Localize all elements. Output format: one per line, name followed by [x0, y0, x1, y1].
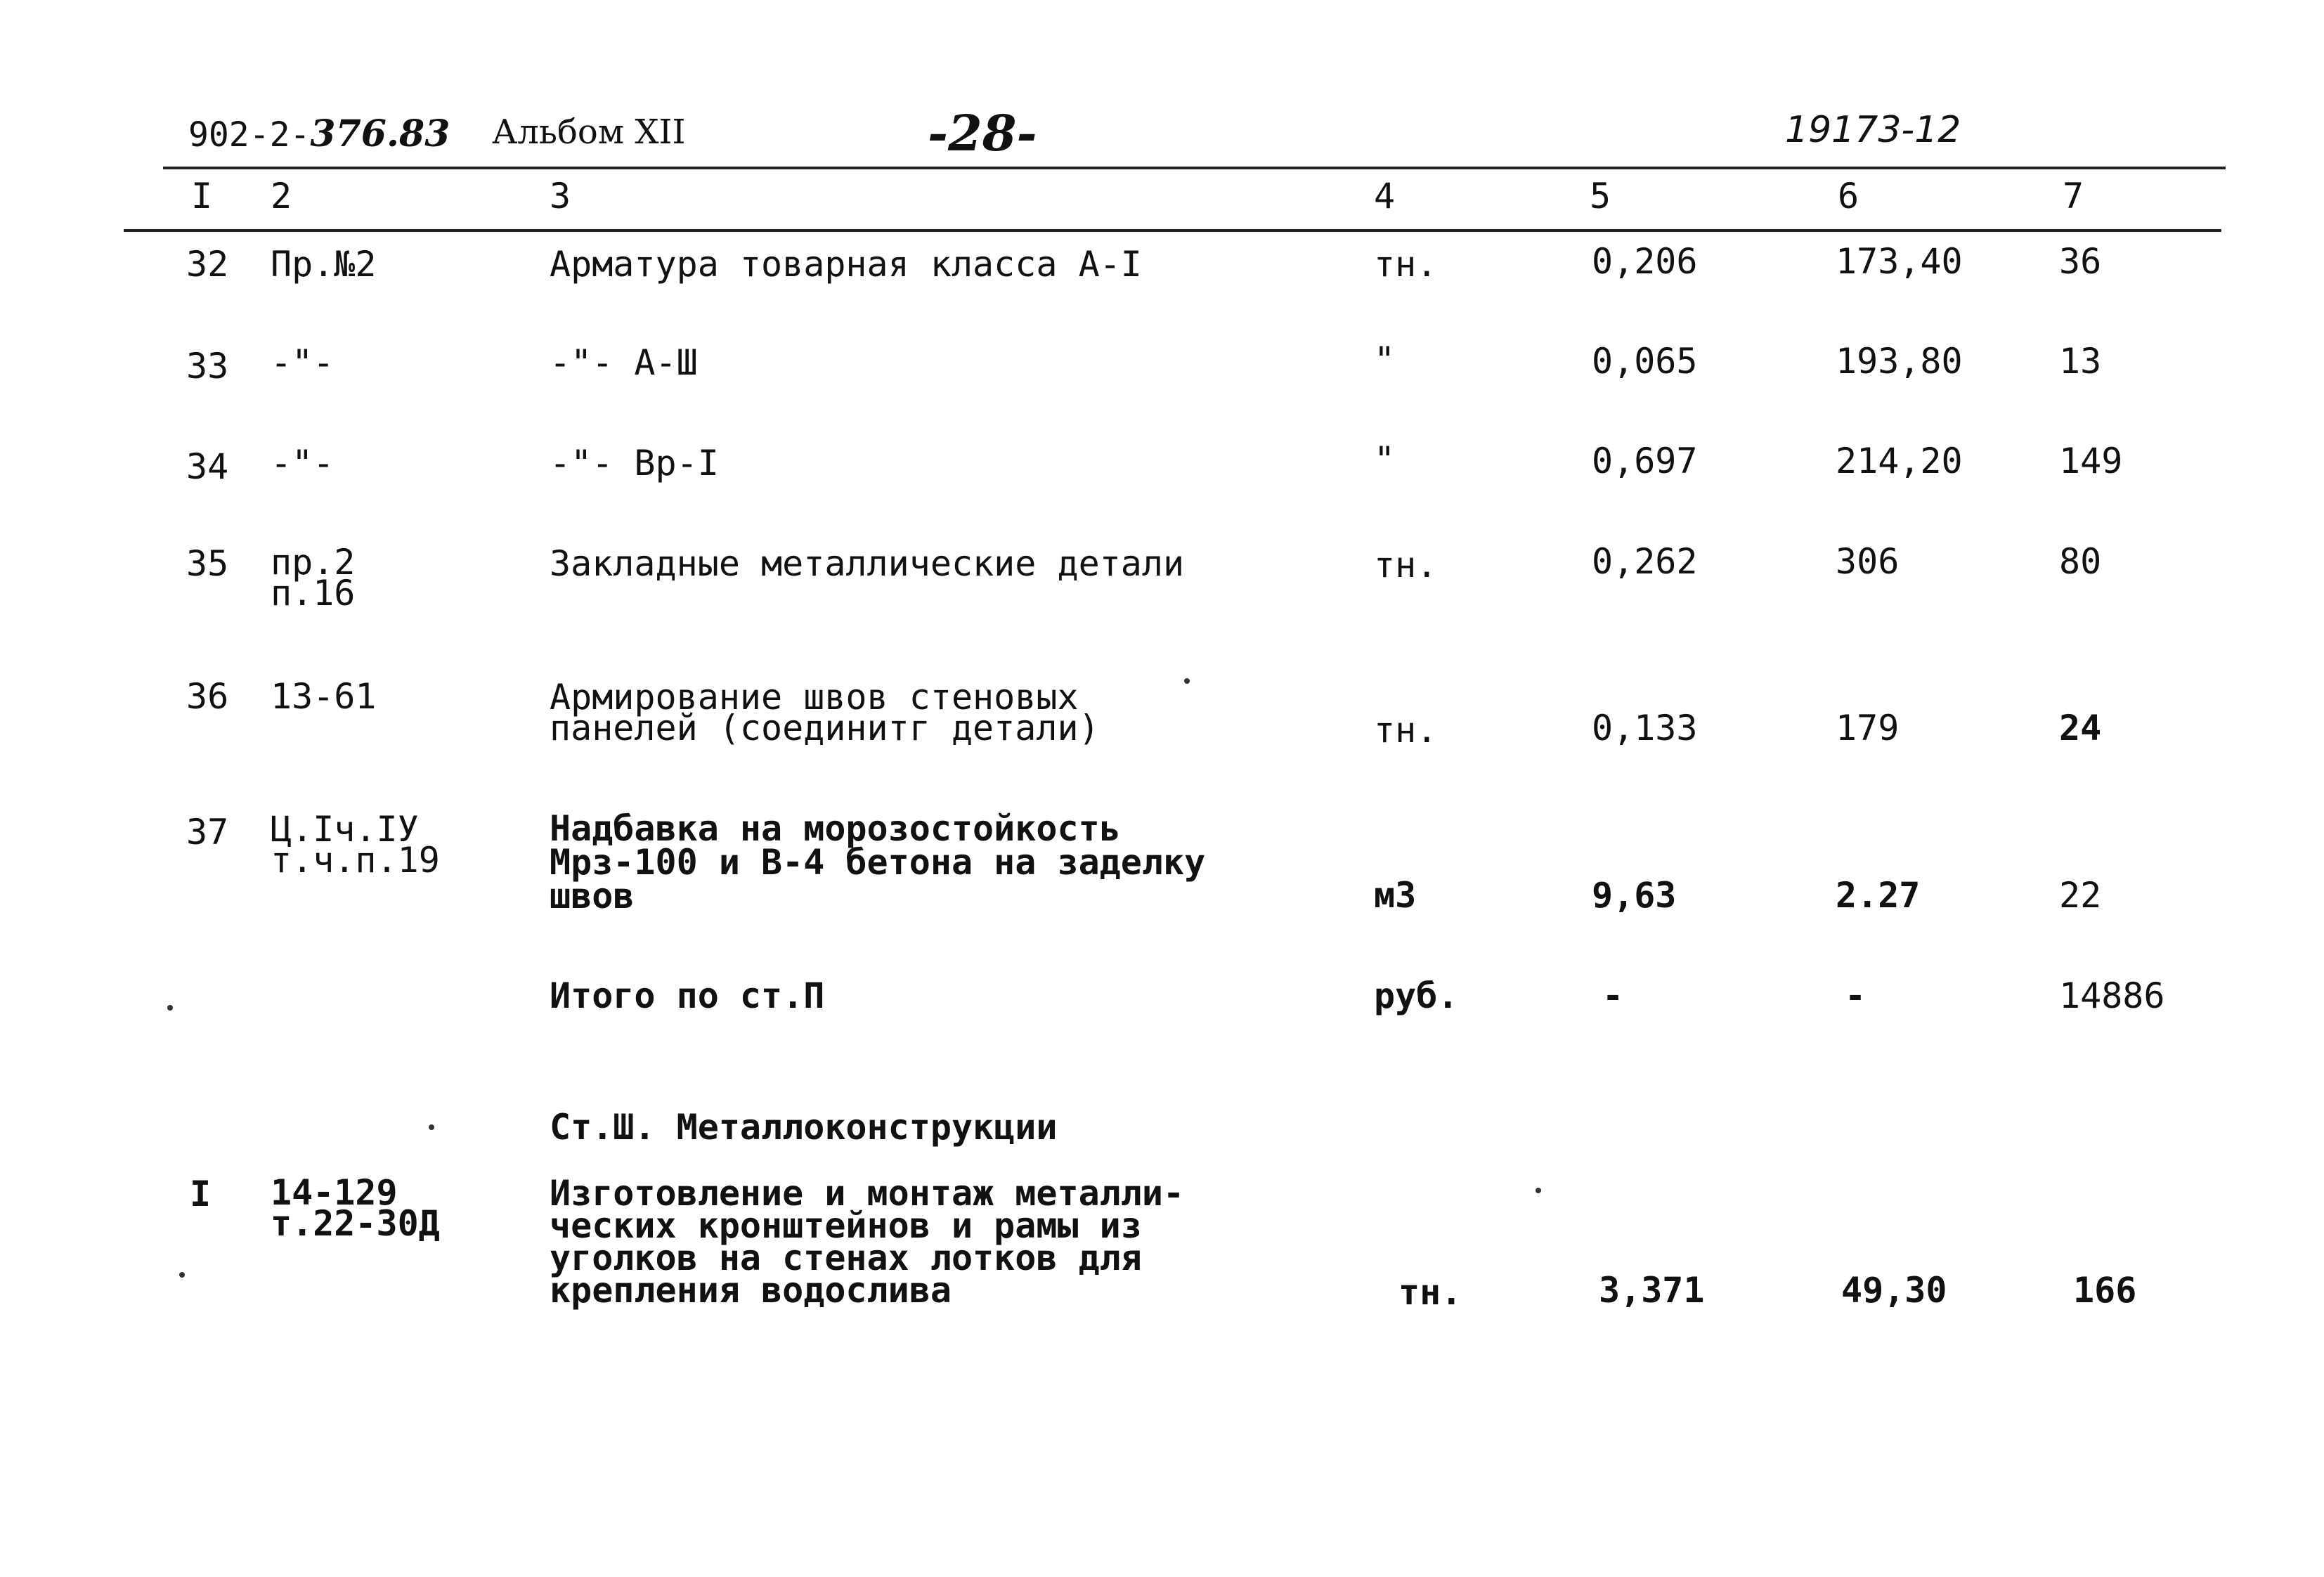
doc-code [188, 112, 450, 155]
row-37-qty: 9,63 [1592, 875, 1677, 916]
section-row-1-ref: 14-129 т.22-30Д [271, 1172, 440, 1244]
row-35-qty: 0,262 [1592, 541, 1698, 582]
doc-code-handwritten: 376.83 [310, 112, 450, 155]
row-32-unit: тн. [1374, 244, 1438, 285]
row-37-desc: Надбавка на морозостойкость Мрз-100 и В-4 бетона на заделку швов [550, 808, 1206, 916]
row-37-price: 2.27 [1836, 875, 1921, 916]
row-36-total: 24 [2059, 708, 2102, 748]
speck [1184, 678, 1190, 684]
row-32-ref: Пр.№2 [271, 244, 377, 285]
row-34-price: 214,20 [1836, 441, 1963, 481]
row-33-no: 33 [186, 346, 229, 387]
section-row-1-qty: 3,371 [1599, 1270, 1705, 1311]
top-rule [163, 167, 2226, 169]
row-36-no: 36 [186, 676, 229, 717]
col-header-6: 6 [1838, 176, 1859, 216]
col-header-4: 4 [1374, 176, 1396, 216]
album-label: Альбом XII [492, 112, 686, 152]
row-37-no: 37 [186, 812, 229, 852]
row-37-total: 22 [2059, 875, 2102, 916]
row-36-unit: тн. [1374, 710, 1438, 751]
row-32-desc: Арматура товарная класса А-I [550, 244, 1142, 285]
row-35-unit: тн. [1374, 545, 1438, 585]
row-36-qty: 0,133 [1592, 708, 1698, 748]
row-36-desc: Армирование швов стеновых панелей (соединитг детали) [550, 677, 1100, 748]
page-number: -28- [928, 104, 1037, 162]
section-row-1-desc: Изготовление и монтаж металли- ческих кронштейнов и рамы из уголков на стенах лотков для крепления водослива [550, 1173, 1185, 1311]
row-33-desc: -"- А-Ш [550, 342, 698, 383]
col-header-3: 3 [550, 176, 571, 216]
row-32-qty: 0,206 [1592, 241, 1698, 282]
col-header-7: 7 [2063, 176, 2084, 216]
row-33-total: 13 [2059, 341, 2102, 382]
row-34-unit: " [1374, 439, 1396, 480]
row-32-price: 173,40 [1836, 241, 1963, 282]
section-title: Ст.Ш. Металлоконструкции [550, 1107, 1058, 1148]
row-35-total: 80 [2059, 541, 2102, 582]
row-35-ref: пр.2 п.16 [271, 542, 356, 614]
row-32-total: 36 [2059, 241, 2102, 282]
speck [179, 1272, 185, 1278]
row-36-price: 179 [1836, 708, 1900, 748]
speck [429, 1124, 434, 1130]
row-34-total: 149 [2059, 441, 2123, 481]
col-header-2: 2 [271, 176, 292, 216]
row-33-price: 193,80 [1836, 341, 1963, 382]
subtotal-qty: - [1602, 975, 1624, 1016]
section-row-1-total: 166 [2073, 1270, 2137, 1311]
section-row-1-price: 49,30 [1841, 1270, 1947, 1311]
row-37-ref: Ц.Iч.IУ т.ч.п.19 [271, 809, 440, 881]
col-header-1: I [191, 176, 213, 216]
row-35-desc: Закладные металлические детали [550, 543, 1185, 584]
row-34-ref: -"- [271, 443, 335, 484]
col-header-5: 5 [1590, 176, 1611, 216]
section-row-1-unit: тн. [1398, 1272, 1462, 1313]
row-32-no: 32 [186, 244, 229, 285]
speck [1536, 1188, 1541, 1193]
subtotal-price: - [1845, 975, 1867, 1016]
row-35-no: 35 [186, 543, 229, 584]
subtotal-total: 14886 [2059, 975, 2165, 1016]
row-33-ref: -"- [271, 342, 335, 383]
subtotal-unit: руб. [1374, 975, 1459, 1016]
row-33-unit: " [1374, 339, 1396, 380]
row-34-no: 34 [186, 446, 229, 487]
row-34-desc: -"- Вр-I [550, 443, 719, 484]
subtotal-label: Итого по ст.П [550, 975, 825, 1016]
doc-code-prefix: 902-2- [188, 115, 311, 155]
section-row-1-no: I [190, 1174, 212, 1214]
row-37-unit: м3 [1374, 875, 1417, 916]
header-bottom-rule [124, 229, 2221, 232]
row-36-ref: 13-61 [271, 676, 377, 717]
row-35-price: 306 [1836, 541, 1900, 582]
row-34-qty: 0,697 [1592, 441, 1698, 481]
right-code: 19173-12 [1785, 109, 1961, 151]
row-33-qty: 0,065 [1592, 341, 1698, 382]
speck [167, 1005, 173, 1011]
